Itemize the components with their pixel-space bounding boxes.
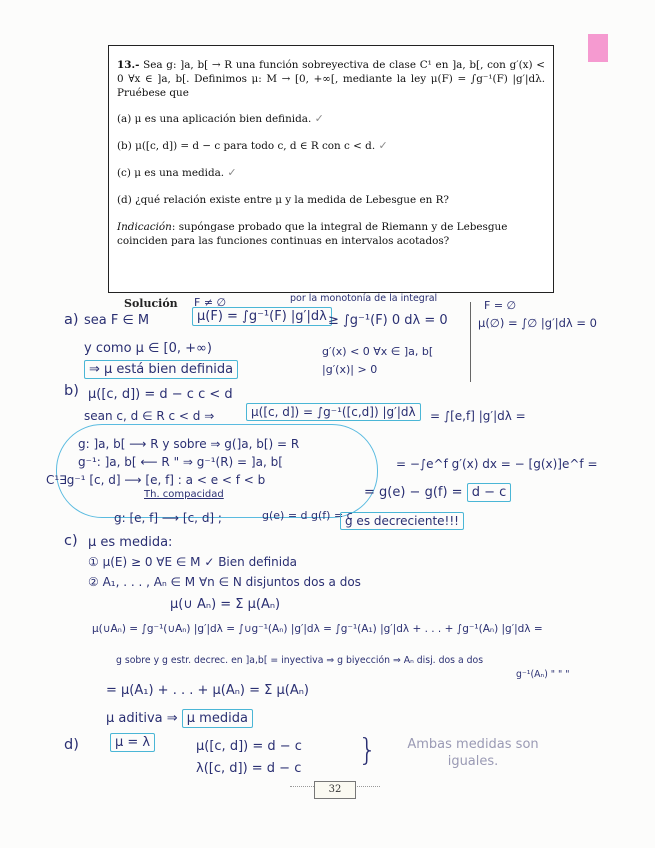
part-b-map: g: [e, f] ⟶ [c, d] ; (114, 511, 222, 525)
part-c-note: g sobre y g estr. decrec. en ]a,b[ = inyectiva ⇒ g biyección ⇒ Aₙ disj. dos a dos (116, 655, 484, 666)
item-b: (b) μ([c, d]) = d − c para todo c, d ∈ R con c < d. ✓ (117, 139, 388, 152)
check-mark-icon: ✓ (378, 139, 388, 152)
part-c-title: μ es medida: (88, 535, 173, 550)
part-c-aditiva: μ aditiva ⇒ μ medida (106, 712, 253, 725)
part-c-note2: g⁻¹(Aₙ) " " " (516, 669, 570, 680)
part-a-conclusion: ⇒ μ está bien definida (84, 363, 238, 376)
part-c-label: c) (64, 533, 78, 549)
check-mark-icon: ✓ (227, 166, 237, 179)
part-a-cond2: |g′(x)| > 0 (322, 363, 378, 376)
part-a-line1-left: sea F ∈ M (84, 313, 150, 328)
part-a-cond1: g′(x) < 0 ∀x ∈ ]a, b[ (322, 345, 434, 358)
part-a-line2: y como μ ∈ [0, +∞) (84, 341, 212, 356)
hint-label: Indicación (117, 221, 172, 233)
solution-heading: Solución (124, 297, 178, 310)
cloud-note: Th. compacidad (144, 489, 224, 500)
brace: } (358, 733, 378, 768)
part-b-line2-left: sean c, d ∈ R c < d ⇒ (84, 409, 215, 423)
page-number: 32 (314, 781, 356, 799)
problem-number: 13.- (117, 59, 140, 71)
item-c: (c) μ es una medida. ✓ (117, 166, 237, 179)
part-d-box: μ = λ (110, 736, 155, 749)
cloud-line3: C¹∃g⁻¹ [c, d] ⟶ [e, f] : a < e < f < b (46, 473, 266, 487)
part-d-label: d) (64, 737, 79, 753)
part-a-line1-right: ≥ ∫g⁻¹(F) 0 dλ = 0 (328, 313, 448, 328)
part-b-label: b) (64, 383, 79, 399)
hint-text: : supóngase probado que la integral de Riemann y de Lebesgue coinciden para las funciones continuas en intervalos acotados? (117, 221, 508, 247)
part-c-step1: ① μ(E) ≥ 0 ∀E ∈ M ✓ Bien definida (88, 555, 298, 569)
part-b-line2-box: μ([c, d]) = ∫g⁻¹([c,d]) |g′|dλ (246, 406, 421, 418)
hint (117, 220, 545, 248)
part-c-step2: ② A₁, . . . , Aₙ ∈ M ∀n ∈ N disjuntos dos a dos (88, 575, 361, 589)
part-b-line2-right: = ∫[e,f] |g′|dλ = (430, 409, 526, 423)
part-d-line1: μ([c, d]) = d − c (196, 739, 302, 754)
problem-text: Sea g: ]a, b[ → R una función sobreyectiva de clase C¹ en ]a, b[, con g′(x) < 0 ∀x ∈ ]a, b[. Definimos μ: M → [0, +∞[, mediante la ley μ(F) = ∫g⁻¹(F) |g′|dλ. Pruébese que (117, 59, 546, 99)
part-b-map-cond: g(e) = d g(f) = c (262, 509, 353, 522)
problem-statement (117, 58, 545, 100)
cloud-line2: g⁻¹: ]a, b[ ⟵ R " ⇒ g⁻¹(R) = ]a, b[ (78, 455, 283, 469)
f-empty-note: F = ∅ (484, 299, 517, 312)
part-c-sum: μ(∪ Aₙ) = Σ μ(Aₙ) (170, 597, 281, 612)
part-c-final: = μ(A₁) + . . . + μ(Aₙ) = Σ μ(Aₙ) (106, 683, 309, 698)
part-d-side: Ambas medidas son iguales. (407, 737, 539, 769)
pink-tab-marker (588, 34, 608, 62)
f-nonempty-note: F ≠ ∅ (194, 296, 227, 309)
cloud-line1: g: ]a, b[ ⟶ R y sobre ⇒ g(]a, b[) = R (78, 437, 300, 451)
part-b-result: = g(e) − g(f) = d − c (364, 486, 511, 499)
part-b-line1: μ([c, d]) = d − c c < d (88, 387, 233, 402)
check-mark-icon: ✓ (314, 112, 324, 125)
part-d-line2: λ([c, d]) = d − c (196, 761, 302, 776)
monotonia-note: por la monotonía de la integral (290, 293, 438, 304)
part-b-integral: = −∫e^f g′(x) dx = − [g(x)]e^f = (396, 457, 598, 471)
part-a-line1-box: μ(F) = ∫g⁻¹(F) |g′|dλ (192, 310, 332, 323)
part-a-label: a) (64, 312, 79, 328)
item-a: (a) μ es una aplicación bien definida. ✓ (117, 112, 324, 125)
divider-line (470, 302, 471, 382)
part-c-chain: μ(∪Aₙ) = ∫g⁻¹(∪Aₙ) |g′|dλ = ∫∪g⁻¹(Aₙ) |g′|dλ = ∫g⁻¹(A₁) |g′|dλ + . . . + ∫g⁻¹(Aₙ) |g′|dλ = (92, 623, 543, 635)
part-a-empty: μ(∅) = ∫∅ |g′|dλ = 0 (478, 316, 597, 330)
part-b-decreasing: g es decreciente!!! (340, 515, 464, 527)
problem-statement-box (108, 45, 554, 293)
item-d: (d) ¿qué relación existe entre μ y la medida de Lebesgue en R? (117, 194, 449, 206)
